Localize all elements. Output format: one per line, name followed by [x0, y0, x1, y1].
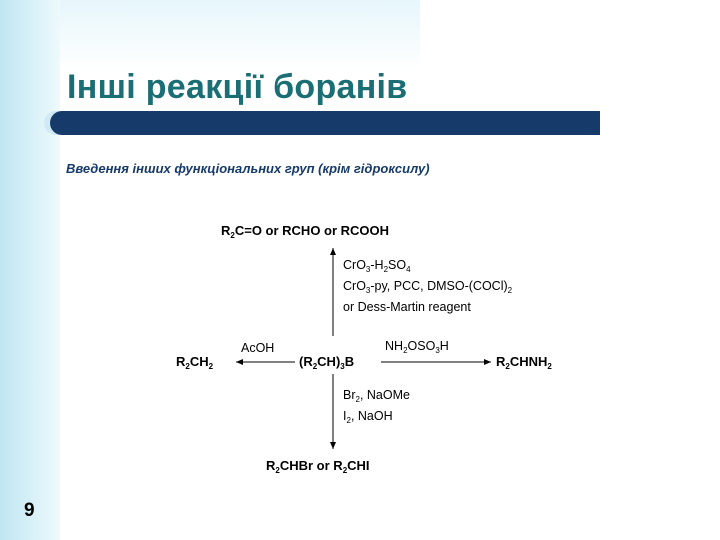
top-product: $R_2C=O$ or RCHO or RCOOH	[221, 223, 390, 240]
center-borane: $(R_2CH)_3B$	[299, 354, 355, 371]
top-condition-line-2: CrO$_3$-py, PCC, DMSO-$(COCl)_2$	[343, 279, 513, 295]
bottom-product: $R_2CHBr$ or $R_2CHI$	[266, 458, 370, 475]
page-number: 9	[24, 500, 35, 521]
right-reagent: $NH_2OSO_3H$	[385, 339, 449, 355]
bottom-condition-line-1: $Br_2$, NaOMe	[343, 388, 410, 404]
top-conditions	[343, 255, 512, 318]
left-product: $R_2CH_2$	[176, 354, 214, 371]
slide-title: Інші реакції боранів	[67, 68, 408, 106]
left-reagent: AcOH	[241, 341, 275, 355]
top-condition-line-3: or Dess-Martin reagent	[343, 300, 471, 314]
bottom-condition-line-2: $I_2$, NaOH	[343, 409, 393, 425]
slide-subtitle: Введення інших функціональних груп (крім гідроксилу)	[66, 161, 430, 176]
bottom-conditions	[343, 385, 410, 427]
top-condition-line-1: $CrO_3-H_2SO_4$	[343, 258, 411, 274]
right-product: $R_2CHNH_2$	[496, 354, 552, 371]
